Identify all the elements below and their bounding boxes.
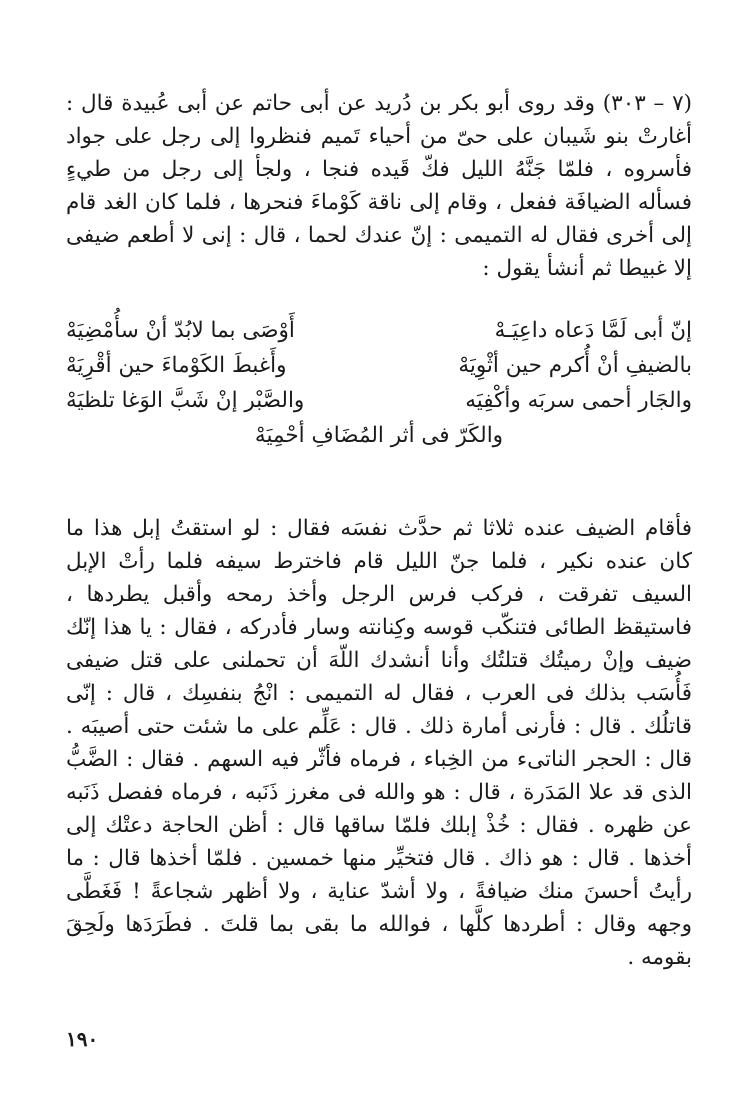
verse-first-hemistich: إنّ أبى لَمَّا دَعاه داعِيَـهْ	[494, 318, 692, 343]
verse-single-hemistich: والكَرّ فى أثر المُضَافِ أحْمِيَهْ	[254, 423, 504, 448]
intro-paragraph-text: (٧ – ٣٠٣) وقد روى أبو بكر بن دُريد عن أبى حاتم عن أبى عُبيدة قال : أغارتْ بنو شَيبان على حىّ من أحياء تَميم فنظروا إلى رجل على جواد فأسروه ، فلمّا جَنَّهُ الليل فكّ قَيده فنجا ، ولجأ إلى رجل من طيءٍ فسأله الضيافَة ففعل ، وقام إلى ناقة كَوْماءَ فنحرها ، فلما كان الغد قام إلى أخرى فقال له التميمى : إنّ عندك لحما ، قال : إنى لا أطعم ضيفى إلا غبيطا ثم أنشأ يقول :	[66, 91, 693, 281]
verse-first-hemistich: والجَار أحمى سربَه وأكْفِيَه	[465, 388, 692, 413]
verse-first-hemistich: بالضيفِ أنْ أُكرم حين أثْوِيَهْ	[458, 353, 692, 378]
poem-verse	[66, 318, 692, 353]
narrative-paragraph-text: فأقام الضيف عنده ثلاثا ثم حدَّث نفسَه فقال : لو استقتُ إبل هذا ما كان عنده نكير ، فلما جنّ الليل قام فاخترط سيفه فلما رأتْ الإبل السيف تفرقت ، فركب فرس الرجل وأخذ رمحه وأقبل يطردها ، فاستيقظ الطائى فتنكّب قوسه وكِنانته وسار فأدركه ، فقال : يا هذا إنّك ضيف وإنْ رميتُك قتلتُك وأنا أنشدك اللّهَ أن تحملنى على قتل ضيفى فَأُسَب بذلك فى العرب ، فقال له التميمى : انْجُ بنفسِك ، قال : إنّى قاتلُك . قال : فأرنى أمارة ذلك . قال : عَلِّم على ما شئت حتى أصيبَه . قال : الحجر الناتىء من الخِباء ، فرماه فأثّر فيه السهم . فقال : الضَّبُّ الذى قد علا المَدَرة ، قال : هو والله فى مغرز ذَنَبه ، فرماه ففصل ذَنَبه عن ظهره . فقال : خُذْ إبلك فلمّا ساقها قال : أظن الحاجة دعتْك إلى أخذها . قال : هو ذاك . قال فتخيِّر منها خمسين . فلمّا أخذها قال : ما رأيتُ أحسنَ منك ضيافةً ، ولا أشدّ عناية ، ولا أظهر شجاعةً ! فَغَطَّى وجهه وقال : أطردها كلَّها ، فوالله ما بقى بما قلتَ . فطَرَدَها ولَحِقَ بقومه .	[66, 516, 692, 970]
intro-paragraph	[66, 87, 692, 285]
verse-second-hemistich: والصَّبْر إنْ شَبَّ الوَغا تلظيَهْ	[66, 388, 305, 413]
narrative-paragraph	[66, 512, 692, 974]
poem	[66, 318, 692, 458]
poem-verse	[66, 388, 692, 423]
poem-verse	[66, 353, 692, 388]
verse-second-hemistich: أَوْصَى بما لابُدّ أنْ سأُمْضِيَهْ	[66, 318, 295, 343]
verse-second-hemistich: وأَغبطَ الكَوْماءَ حين أقْرِيَهْ	[66, 353, 287, 378]
page-number: ١٩٠	[66, 1027, 99, 1051]
poem-verse	[66, 423, 692, 458]
